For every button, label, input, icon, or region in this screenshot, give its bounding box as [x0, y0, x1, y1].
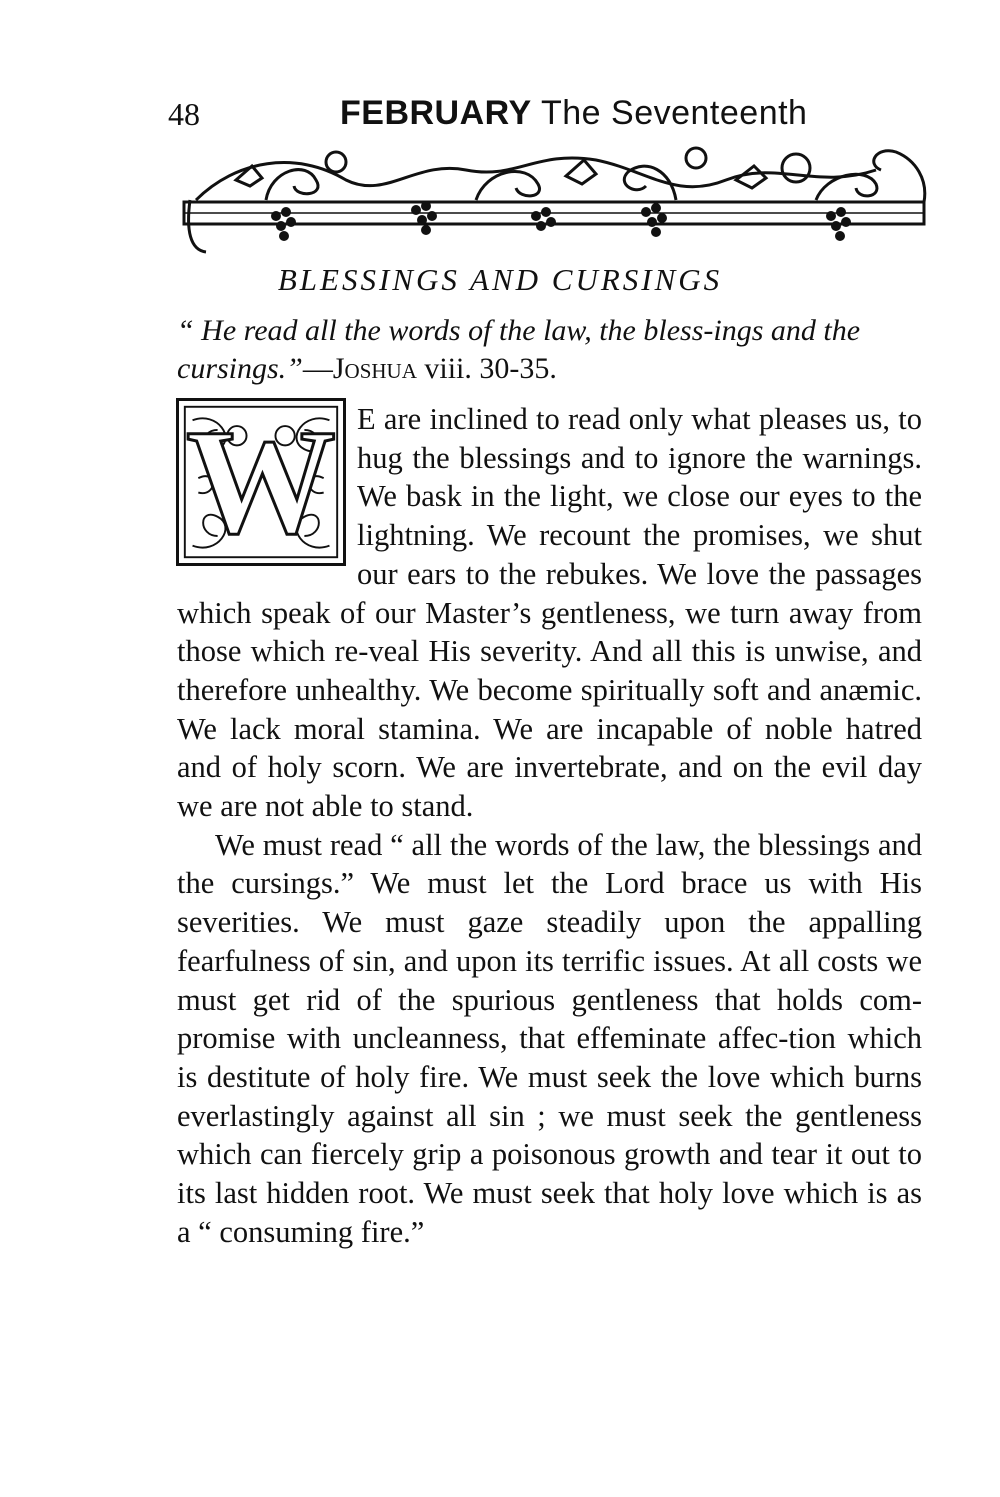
epigraph-quote: “ He read all the words of the law, the bless-ings and the cursings.”	[177, 314, 861, 385]
paragraph-1: E are inclined to read only what pleases us, to hug the blessings and to ignore the warnings. We bask in the light, we close our eyes to the lightning. We recount the promises, we shut our ears to the rebukes. We love the passages which speak of our Master’s gentleness, we turn away from those which re-veal His severity. And all this is unwise, and therefore unhealthy. We become spiritually soft and anæmic. We lack moral stamina. We are incapable of noble hatred and of holy scorn. We are invertebrate, and on the evil day we are not able to stand.	[177, 402, 922, 824]
running-head	[340, 94, 807, 133]
epigraph-book: Joshua	[332, 352, 417, 385]
epigraph-dash: —	[302, 352, 333, 385]
paragraph-2: We must read “ all the words of the law, the blessings and the cursings.” We must let the Lord brace us with His severities. We must gaze steadily upon the appalling fearfulness of sin, and upon its terrific issues. At all costs we must get rid of the spurious gentleness that holds com-promise with uncleanness, that effeminate affec-tion which is destitute of holy fire. We must seek the love which burns everlastingly against all sin ; we must seek the gentleness which can fiercely grip a poisonous growth and tear it out to its last hidden root. We must seek that holy love which is as a “ consuming fire.”	[177, 827, 922, 1249]
drop-cap-letter: W	[186, 399, 336, 565]
page-number: 48	[168, 96, 200, 132]
chapter-title: BLESSINGS AND CURSINGS	[277, 262, 723, 297]
body-text	[177, 400, 922, 1251]
epigraph	[177, 312, 922, 388]
running-head-day: The Seventeenth	[540, 94, 808, 132]
grapevine-ornament	[176, 140, 936, 260]
epigraph-reference: viii. 30-35.	[416, 352, 557, 385]
running-head-month: FEBRUARY	[340, 94, 532, 132]
